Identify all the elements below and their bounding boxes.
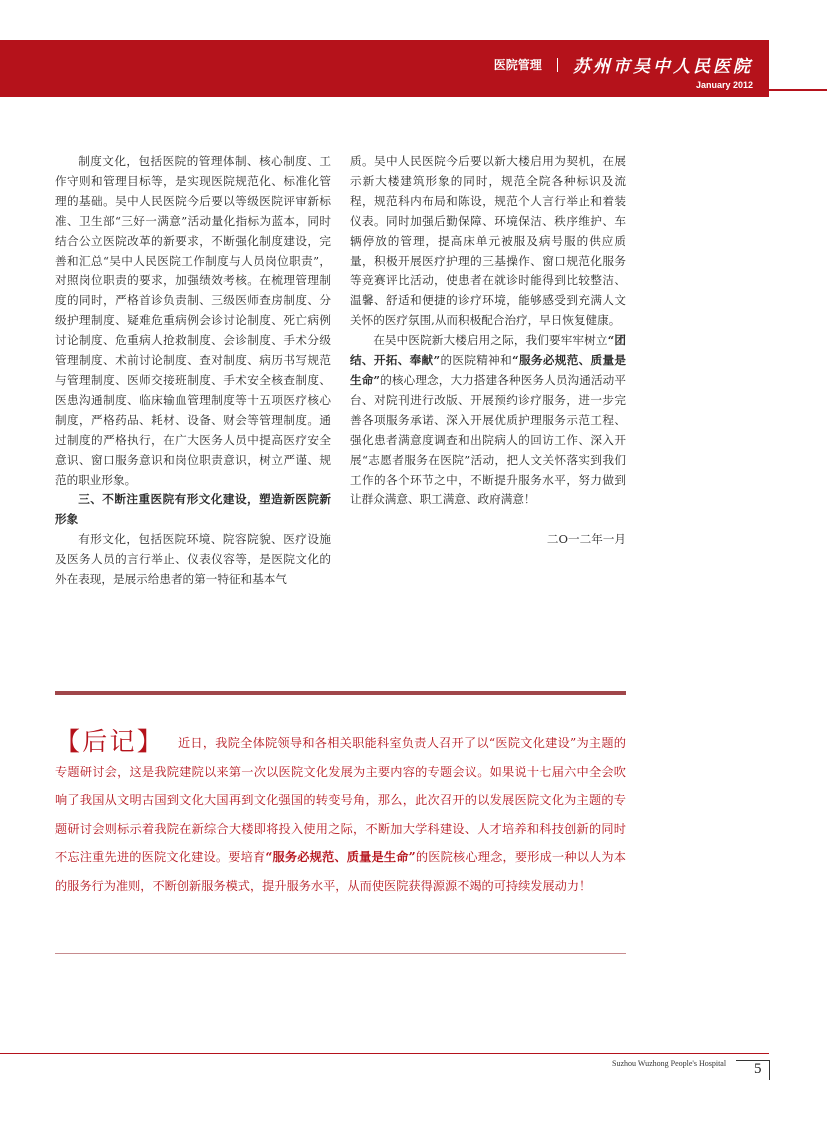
header-divider — [557, 58, 558, 72]
text-segment: 的核心理念，大力搭建各种医务人员沟通活动平台、对院刊进行改版、开展预约诊疗服务，进一步完善各项服务承诺、深入开展优质护理服务示范工程、强化患者满意度调查和出院病人的回访工作、深入开展“志愿者服务在医院”活动，把人文关怀落实到我们工作的各个环节之中，不断提升服务水平，努力做到让群众满意、职工满意、政府满意！ — [350, 372, 626, 507]
hospital-name-logo: 苏州市吴中人民医院 — [573, 57, 753, 77]
paragraph-continued: 质。吴中人民医院今后要以新大楼启用为契机，在展示新大楼建筑形象的同时，规范全院各种标识及流程，规范科内布局和陈设，规范个人言行举止和着装仪表。同时加强后勤保障、环境保洁、秩序维护、车辆停放的管理，提高床单元被服及病号服的供应质量，积极开展医疗护理的三基操作、窗口规范化服务等竞赛评比活动，使患者在就诊时能得到比较整洁、温馨、舒适和便捷的诊疗环境，能够感受到充满人文关怀的医疗氛围,从而积极配合治疗，早日恢复健康。 — [350, 154, 626, 328]
signature-date: 二O一二年一月 — [546, 532, 626, 547]
afterword-bottom-rule — [55, 953, 626, 954]
page-number-frame — [736, 1060, 769, 1061]
footer-rule — [0, 1053, 769, 1054]
afterword-text-end: 的医院核心理念，要形成一种以人为本的服务行为准则，不断创新服务模式，提升服务水平，从而使医院获得源源不竭的可持续发展动力！ — [55, 850, 626, 893]
paragraph-tangible-culture: 有形文化，包括医院环境、院容院貌、医疗设施及医务人员的言行举止、仪表仪容等，是医院文化的外在表现，是展示给患者的第一特征和基本气 — [55, 532, 331, 587]
afterword-top-rule — [55, 691, 626, 695]
afterword-title: 【后记】 — [55, 727, 164, 756]
left-column — [55, 152, 331, 590]
afterword-text: 近日，我院全体院领导和各相关职能科室负责人召开了以“医院文化建设”为主题的专题研讨会，这是我院建院以来第一次以医院文化发展为主要内容的专题会议。如果说十七届六中全会吹响了我国从文明古国到文化大国再到文化强国的转变号角，那么，此次召开的以发展医院文化为主题的专题研讨会则标示着我院在新综合大楼即将投入使用之际，不断加大学科建设、人才培养和科技创新的同时不忘注重先进的医院文化建设。要培育 — [55, 736, 626, 865]
footer-hospital-name: Suzhou Wuzhong People's Hospital — [612, 1059, 727, 1068]
page-number-frame-side — [769, 1060, 770, 1080]
page-header-band — [0, 40, 769, 97]
page-number: 5 — [754, 1061, 762, 1077]
afterword-box — [55, 728, 626, 901]
core-concept-quote: “服务必规范、质量是生命” — [350, 353, 626, 387]
hospital-spirit-quote: “团结、开拓、奉献” — [350, 333, 626, 368]
section-heading-3: 三、不断注重医院有形文化建设，塑造新医院新形象 — [55, 492, 331, 527]
paragraph-institutional-culture: 制度文化，包括医院的管理体制、核心制度、工作守则和管理目标等，是实现医院规范化、标准化管理的基础。吴中人民医院今后要以等级医院评审新标准、卫生部“三好一满意”活动量化指标为蓝本，同时结合公立医院改革的新要求，不断强化制度建设，完善和汇总“吴中人民医院工作制度与人员岗位职责”，对照岗位职责的要求，加强绩效考核。在梳理管理制度的同时，严格首诊负责制、三级医师查房制度、分级护理制度、疑难危重病例会诊讨论制度、死亡病例讨论制度、危重病人抢救制度、会诊制度、手术分级管理制度、术前讨论制度、查对制度、病历书写规范与管理制度、医师交接班制度、手术安全核查制度、医患沟通制度、临床输血管理制度等十五项医疗核心制度，严格药品、耗材、设备、财会等管理制度。通过制度的严格执行，在广大医务人员中提高医疗安全意识、窗口服务意识和岗位职责意识，树立严谨、规范的职业形象。 — [55, 154, 331, 487]
right-column — [350, 152, 626, 550]
paragraph-hospital-spirit — [350, 331, 626, 510]
header-accent-line — [769, 89, 827, 91]
text-segment: 的医院精神和 — [440, 353, 513, 368]
issue-date: January 2012 — [695, 80, 753, 90]
header-info — [494, 52, 753, 90]
text-segment: 在吴中医院新大楼启用之际，我们要牢牢树立 — [373, 333, 608, 348]
section-label: 医院管理 — [493, 58, 542, 72]
afterword-core-concept: “服务必规范、质量是生命” — [265, 850, 416, 865]
